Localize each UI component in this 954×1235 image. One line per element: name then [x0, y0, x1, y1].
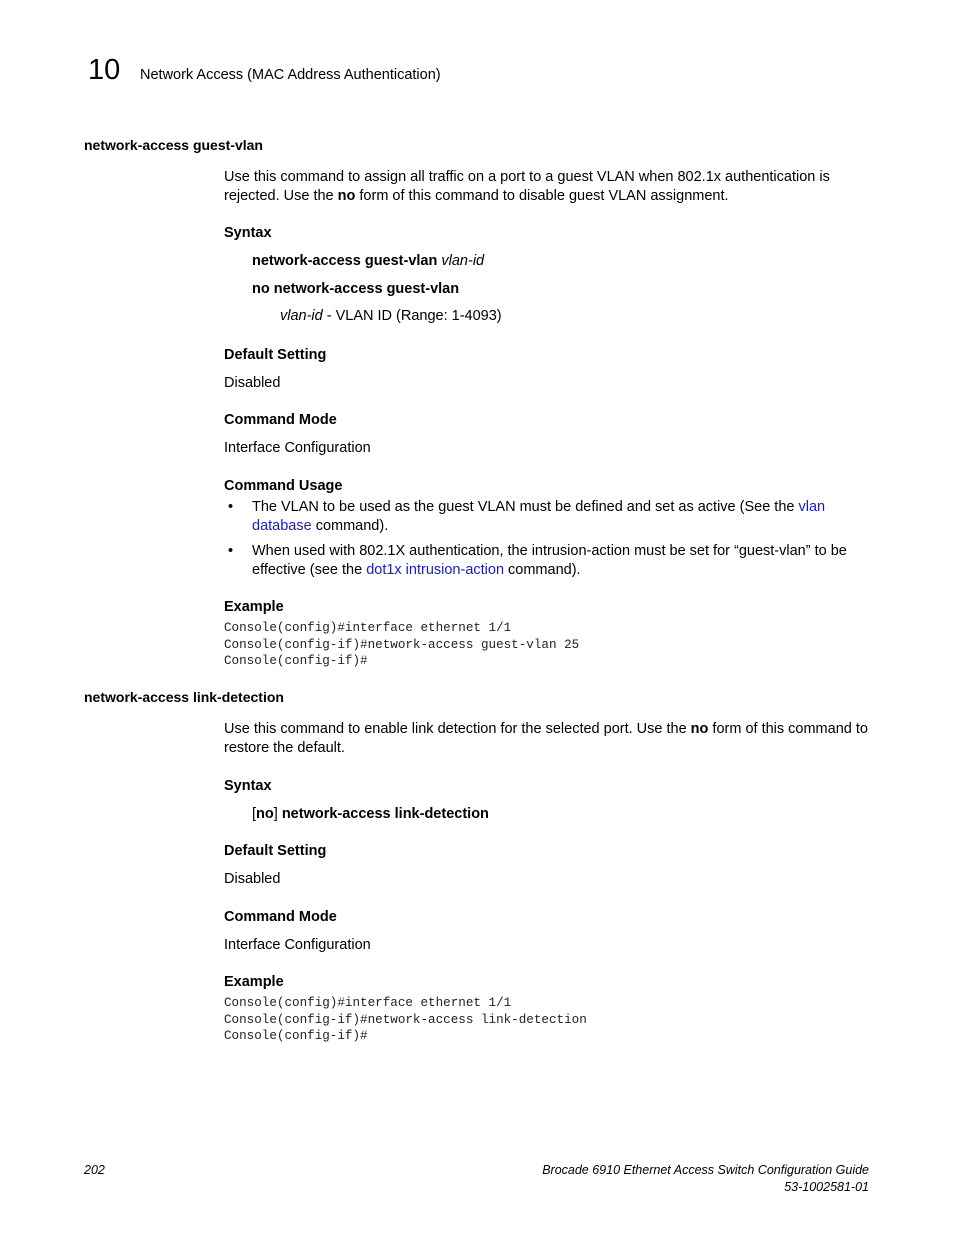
- syntax-keyword-no: no: [256, 806, 274, 822]
- default-setting-heading: Default Setting: [224, 347, 327, 363]
- desc-text: Use this command to assign all traffic on a port to a guest VLAN when 802.1x authentication is rejected. Use the: [224, 169, 830, 204]
- desc-text: form of this command to disable guest VLAN assignment.: [355, 188, 729, 204]
- code-example: Console(config)#interface ethernet 1/1 Console(config-if)#network-access guest-vlan 25 Console(config-if)#: [224, 621, 580, 668]
- syntax-parameter: vlan-id: [441, 253, 485, 269]
- section-description: [224, 720, 874, 758]
- syntax-no-command: no network-access guest-vlan: [252, 281, 460, 297]
- section-description: [224, 168, 874, 206]
- syntax-command: network-access link-detection: [281, 806, 489, 822]
- syntax-line: [252, 252, 484, 271]
- syntax-bracket: ]: [273, 806, 282, 822]
- bullet-icon: •: [228, 499, 234, 515]
- syntax-heading: Syntax: [224, 225, 272, 241]
- code-example: Console(config)#interface ethernet 1/1 Console(config-if)#network-access link-detection Console(config-if)#: [224, 996, 587, 1043]
- command-mode-heading: Command Mode: [224, 909, 337, 925]
- command-mode-value: Interface Configuration: [224, 440, 371, 456]
- bullet-text: When used with 802.1X authentication, the intrusion-action must be set for “guest-vlan” to be effective (see the: [252, 543, 847, 578]
- syntax-command: network-access guest-vlan: [252, 253, 438, 269]
- bullet-text: command).: [311, 518, 389, 534]
- command-mode-value: Interface Configuration: [224, 937, 371, 953]
- parameter-text: - VLAN ID (Range: 1-4093): [322, 308, 502, 324]
- bullet-icon: •: [228, 543, 234, 559]
- document-title: Brocade 6910 Ethernet Access Switch Configuration Guide: [542, 1163, 869, 1177]
- usage-bullet: [252, 542, 874, 580]
- keyword-no: no: [337, 188, 356, 204]
- example-heading: Example: [224, 974, 284, 990]
- bullet-text: command).: [504, 562, 581, 578]
- link-dot1x-intrusion-action[interactable]: dot1x intrusion-action: [366, 562, 505, 578]
- command-usage-heading: Command Usage: [224, 478, 343, 494]
- bullet-text: The VLAN to be used as the guest VLAN must be defined and set as active (See the: [252, 499, 799, 515]
- page-number: 202: [84, 1163, 105, 1177]
- desc-text: form of this command to restore the default.: [224, 721, 868, 756]
- chapter-number: 10: [88, 54, 121, 86]
- parameter-name: vlan-id: [280, 308, 323, 324]
- desc-text: Use this command to enable link detection for the selected port. Use the: [224, 721, 691, 737]
- link-vlan-database[interactable]: vlan database: [252, 499, 826, 534]
- section-title-guest-vlan: network-access guest-vlan: [84, 137, 263, 153]
- syntax-line: [252, 805, 489, 824]
- default-setting-heading: Default Setting: [224, 843, 327, 859]
- chapter-title: Network Access (MAC Address Authentication): [140, 67, 441, 83]
- parameter-description: [280, 307, 502, 326]
- syntax-bracket: [: [252, 806, 257, 822]
- usage-bullet: [252, 498, 874, 536]
- document-number: 53-1002581-01: [784, 1180, 869, 1194]
- syntax-heading: Syntax: [224, 778, 272, 794]
- default-setting-value: Disabled: [224, 375, 281, 391]
- example-heading: Example: [224, 599, 284, 615]
- section-title-link-detection: network-access link-detection: [84, 689, 284, 705]
- command-mode-heading: Command Mode: [224, 412, 337, 428]
- keyword-no: no: [690, 721, 709, 737]
- default-setting-value: Disabled: [224, 871, 281, 887]
